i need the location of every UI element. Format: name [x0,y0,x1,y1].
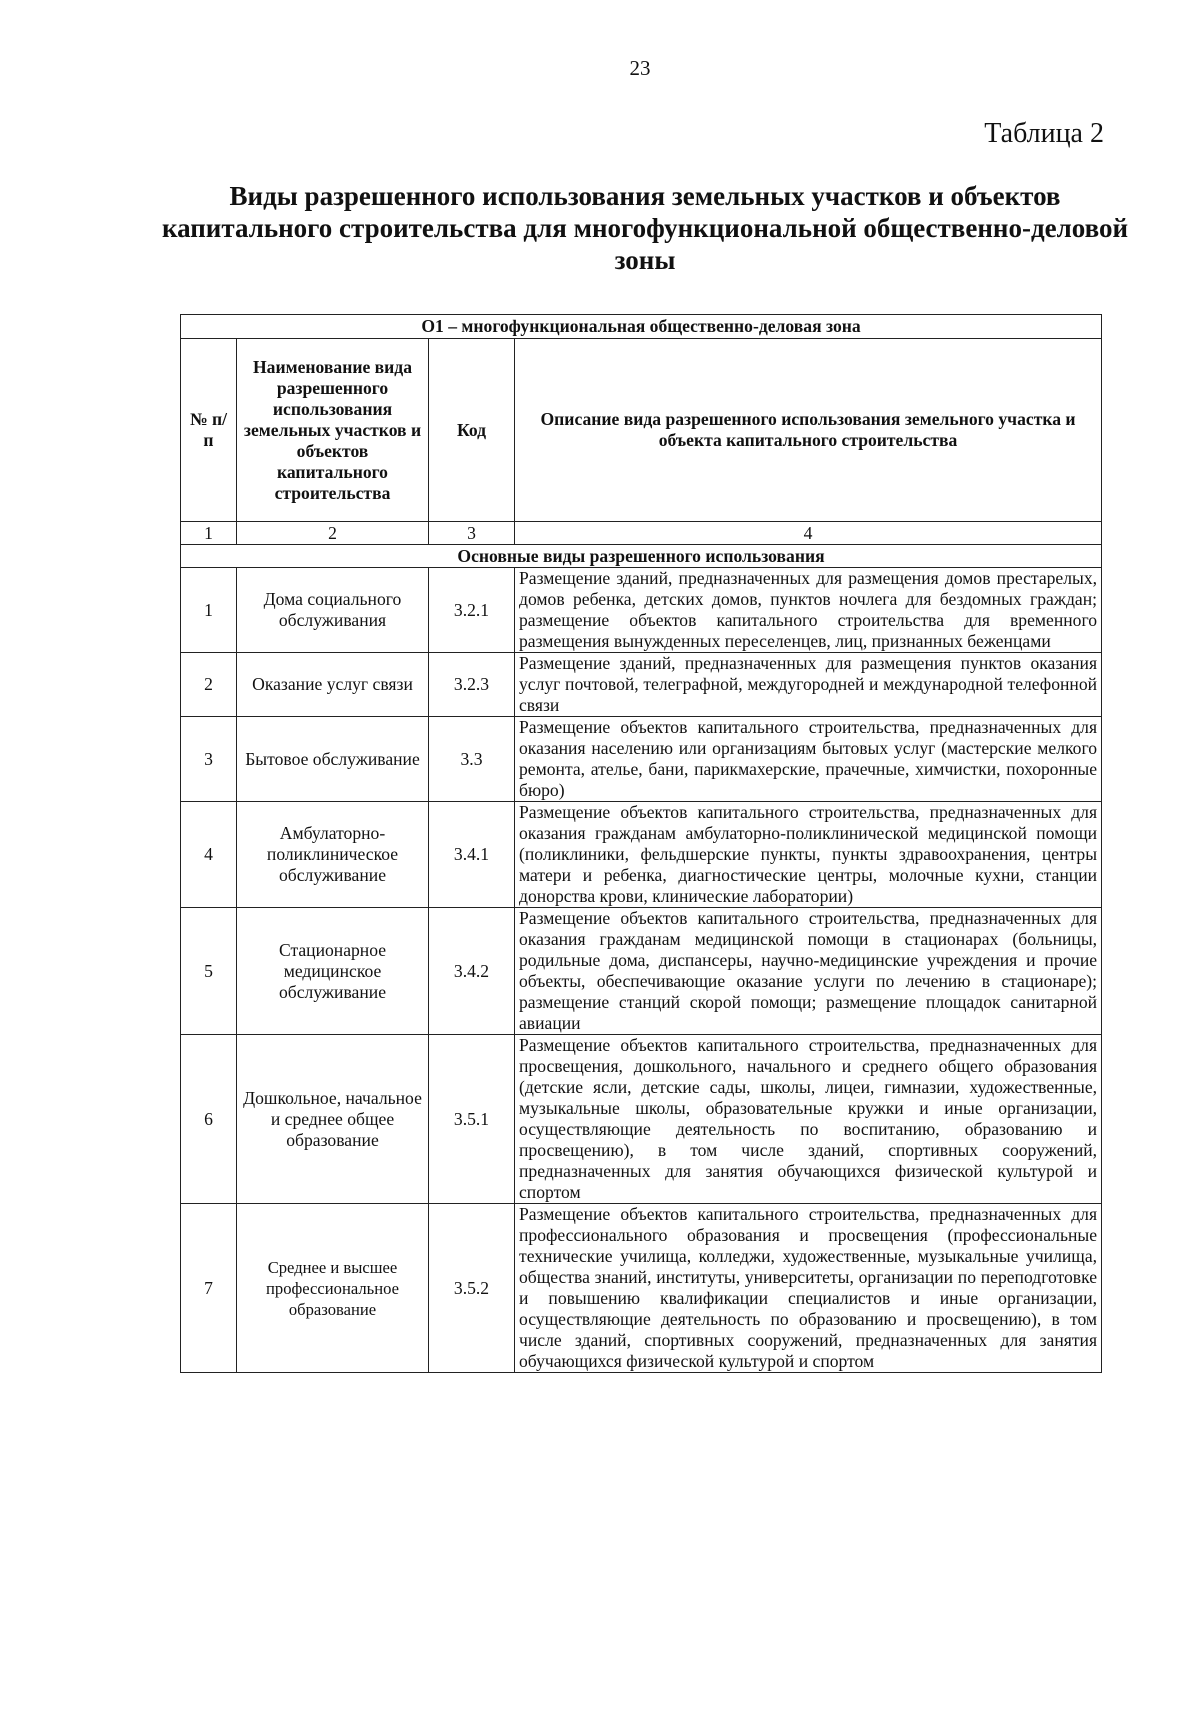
page-number: 23 [629,56,651,80]
use-name: Амбулаторно-поликлиническое обслуживание [237,802,429,908]
land-use-table [180,314,1102,1373]
header-description: Описание вида разрешенного использования земельного участка и объекта капитального строительства [515,339,1102,522]
use-name: Среднее и высшее профессиональное образование [237,1204,429,1373]
table-row [181,908,1102,1035]
section-title: Основные виды разрешенного использования [181,545,1102,568]
column-number: 4 [515,522,1102,545]
use-code: 3.5.1 [429,1035,515,1204]
row-number: 7 [181,1204,237,1373]
section-row [181,545,1102,568]
column-number-row [181,522,1102,545]
table-label: Таблица 2 [984,118,1104,149]
use-code: 3.3 [429,717,515,802]
column-number: 2 [237,522,429,545]
use-description: Размещение объектов капитального строительства, предназначенных для оказания населению или организациям бытовых услуг (мастерские мелкого ремонта, ателье, бани, парикмахерские, прачечные, химчистки, похоронные бюро) [515,717,1102,802]
use-name: Бытовое обслуживание [237,717,429,802]
use-description: Размещение зданий, предназначенных для размещения домов престарелых, домов ребенка, детских домов, пунктов ночлега для бездомных граждан; размещение объектов капитального строительства для временного размещения вынужденных переселенцев, лиц, признанных беженцами [515,568,1102,653]
header-name: Наименование вида разрешенного использования земельных участков и объектов капитального строительства [237,339,429,522]
table-row [181,1204,1102,1373]
header-row [181,339,1102,522]
row-number: 2 [181,653,237,717]
use-description: Размещение объектов капитального строительства, предназначенных для оказания гражданам медицинской помощи в стационарах (больницы, родильные дома, диспансеры, научно-медицинские учреждения и прочие объекты, обеспечивающие оказание услуги по лечению в стационаре); размещение станций скорой помощи; размещение площадок санитарной авиации [515,908,1102,1035]
use-name: Оказание услуг связи [237,653,429,717]
row-number: 1 [181,568,237,653]
header-code: Код [429,339,515,522]
table-row [181,802,1102,908]
table-row [181,1035,1102,1204]
header-num: № п/п [181,339,237,522]
zone-title-row [181,315,1102,339]
row-number: 4 [181,802,237,908]
use-name: Дошкольное, начальное и среднее общее образование [237,1035,429,1204]
table-row [181,717,1102,802]
use-description: Размещение объектов капитального строительства, предназначенных для профессионального образования и просвещения (профессиональные технические училища, колледжи, художественные, музыкальные училища, общества знаний, институты, университеты, организации по переподготовке и повышению квалификации специалистов и иные организации, осуществляющие деятельность по образованию и просвещению), в том числе зданий, спортивных сооружений, предназначенных для занятия обучающихся физической культурой и спортом [515,1204,1102,1373]
zone-title: О1 – многофункциональная общественно-деловая зона [181,315,1102,339]
table-row [181,568,1102,653]
use-description: Размещение объектов капитального строительства, предназначенных для оказания гражданам амбулаторно-поликлинической медицинской помощи (поликлиники, фельдшерские пункты, пункты здравоохранения, центры матери и ребенка, диагностические центры, молочные кухни, станции донорства крови, клинические лаборатории) [515,802,1102,908]
use-code: 3.5.2 [429,1204,515,1373]
row-number: 5 [181,908,237,1035]
row-number: 6 [181,1035,237,1204]
use-name: Стационарное медицинское обслуживание [237,908,429,1035]
use-code: 3.4.2 [429,908,515,1035]
table-row [181,653,1102,717]
column-number: 1 [181,522,237,545]
use-description: Размещение зданий, предназначенных для размещения пунктов оказания услуг почтовой, телеграфной, междугородней и международной телефонной связи [515,653,1102,717]
document-title: Виды разрешенного использования земельных участков и объектов капитального строительства для многофункциональной общественно-деловой зоны [161,181,1129,275]
use-name: Дома социального обслуживания [237,568,429,653]
row-number: 3 [181,717,237,802]
use-description: Размещение объектов капитального строительства, предназначенных для просвещения, дошкольного, начального и среднего общего образования (детские ясли, детские сады, школы, лицеи, гимназии, художественные, музыкальные школы, образовательные кружки и иные организации, осуществляющие деятельность по воспитанию, образованию и просвещению), в том числе зданий, спортивных сооружений, предназначенных для занятия обучающихся физической культурой и спортом [515,1035,1102,1204]
use-code: 3.2.3 [429,653,515,717]
column-number: 3 [429,522,515,545]
use-code: 3.4.1 [429,802,515,908]
use-code: 3.2.1 [429,568,515,653]
